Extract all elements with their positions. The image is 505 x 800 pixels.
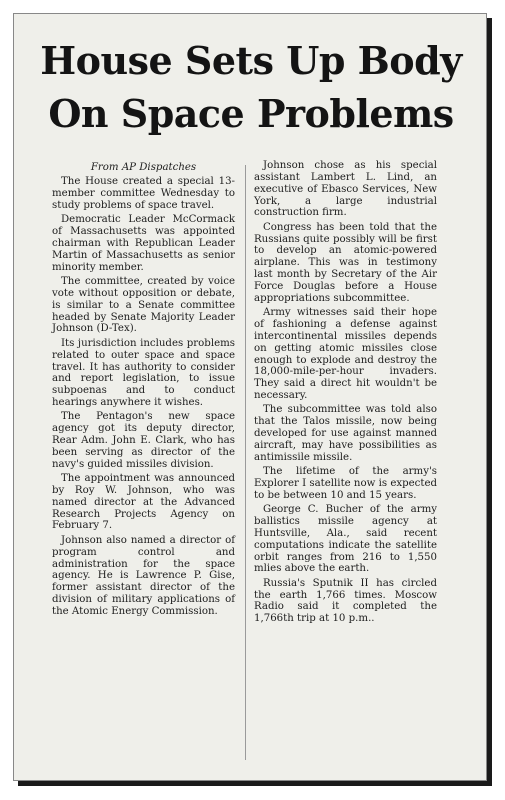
- paragraph: Its jurisdiction includes problems related to outer space and space travel. It has authority to consider and report legislation, to issue subpoenas and to conduct hearings anywhere it wishes.: [52, 337, 235, 409]
- paragraph: The appointment was announced by Roy W. Johnson, who was named director at the Advanced Research Projects Agency on February 7.: [52, 473, 235, 532]
- paragraph: The subcommittee was told also that the Talos missile, now being developed for use against manned aircraft, may have possibilities as antimissile missile.: [254, 404, 437, 463]
- headline-line-2: On Space Problems: [48, 91, 454, 136]
- article-column-left: [52, 160, 235, 620]
- dateline: From AP Dispatches: [90, 162, 197, 173]
- paragraph: The House created a special 13-member committee Wednesday to study problems of space travel.: [52, 176, 235, 212]
- paragraph: Congress has been told that the Russians quite possibly will be first to develop an atomic-powered airplane. This was in testimony last month by Secretary of the Air Force Douglas before a House appropriations subcommittee.: [254, 221, 437, 304]
- headline-line-1: House Sets Up Body: [40, 38, 462, 83]
- paragraph: Democratic Leader McCormack of Massachusetts was appointed chairman with Republican Leader Martin of Massachusetts as senior minority member.: [52, 214, 235, 273]
- article-column-right: [254, 160, 437, 628]
- paragraph: Johnson chose as his special assistant Lambert L. Lind, an executive of Ebasco Services, New York, a large industrial construction firm.: [254, 160, 437, 219]
- column-divider: [245, 165, 246, 760]
- headline: [14, 34, 487, 140]
- paragraph: George C. Bucher of the army ballistics missile agency at Huntsville, Ala., said recent computations indicate the satellite orbit ranges from 216 to 1,550 mlies above the earth.: [254, 504, 437, 575]
- paragraph: The Pentagon's new space agency got its deputy director, Rear Adm. John E. Clark, who has been serving as director of the navy's guided missiles division.: [52, 411, 235, 470]
- paragraph: Johnson also named a director of program control and administration for the space agency. He is Lawrence P. Gise, former assistant director of the division of military applications of the Atomic Energy Commission.: [52, 534, 235, 617]
- paragraph: The committee, created by voice vote without opposition or debate, is similar to a Senate committee headed by Senate Majority Leader Johnson (D-Tex).: [52, 276, 235, 335]
- paragraph: Russia's Sputnik II has circled the earth 1,766 times. Moscow Radio said it completed the 1,766th trip at 10 p.m..: [254, 577, 437, 625]
- paragraph: Army witnesses said their hope of fashioning a defense against intercontinental missiles depends on getting atomic missiles close enough to explode and destroy the 18,000-mile-per-hour invaders. They said a direct hit wouldn't be necessary.: [254, 307, 437, 402]
- paragraph: The lifetime of the army's Explorer I satellite now is expected to be between 10 and 15 years.: [254, 466, 437, 501]
